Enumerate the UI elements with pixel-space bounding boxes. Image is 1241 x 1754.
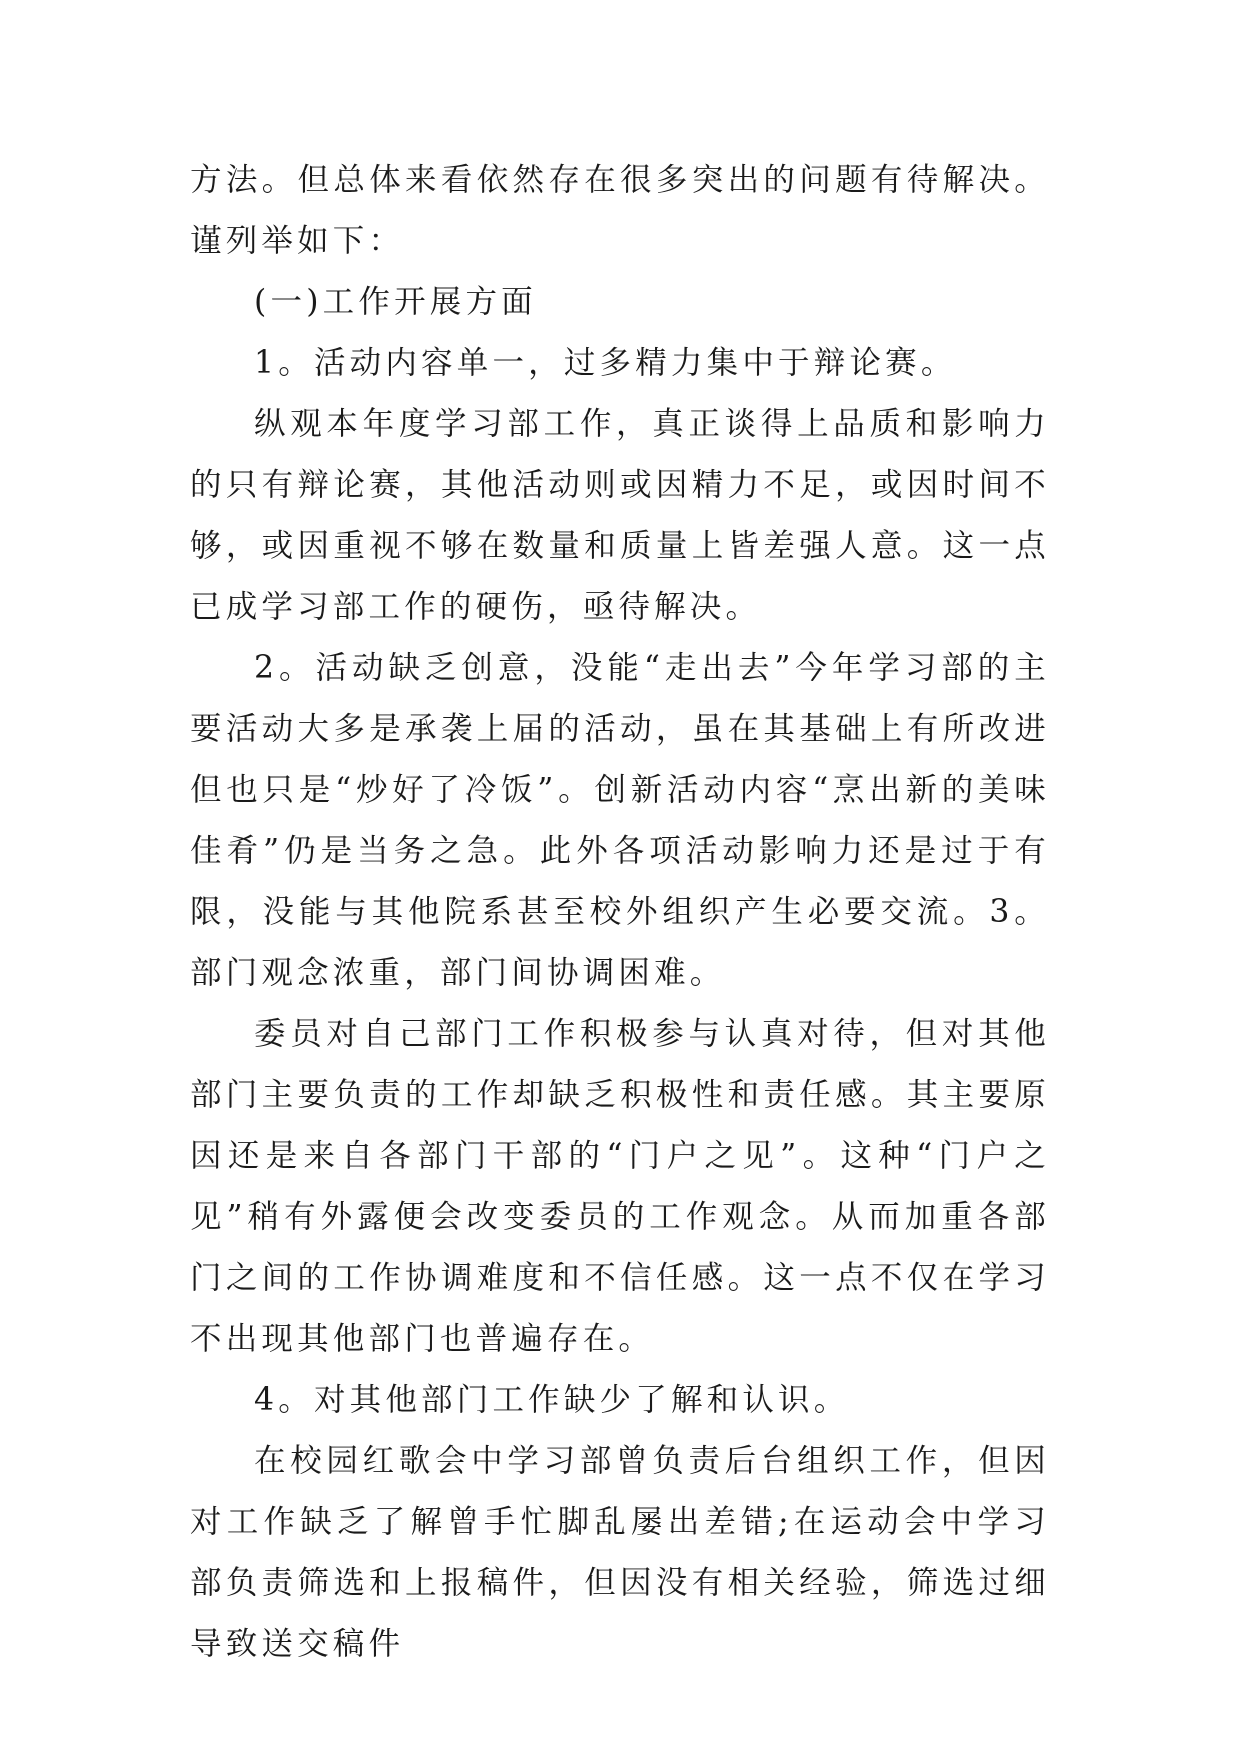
paragraph-issue-4-detail: 在校园红歌会中学习部曾负责后台组织工作，但因对工作缺乏了解曾手忙脚乱屡出差错;在运动会中学习部负责筛选和上报稿件，但因没有相关经验，筛选过细导致送交稿件 — [190, 1443, 1050, 1662]
paragraph-issue-2-3: 2。活动缺乏创意，没能“走出去”今年学习部的主要活动大多是承袭上届的活动，虽在其基础上有所改进但也只是“炒好了冷饭”。创新活动内容“烹出新的美味佳肴”仍是当务之急。此外各项活动影响力还是过于有限，没能与其他院系甚至校外组织产生必要交流。3。部门观念浓重，部门间协调困难。 — [190, 650, 1050, 991]
paragraph-issue-1-detail: 纵观本年度学习部工作，真正谈得上品质和影响力的只有辩论赛，其他活动则或因精力不足，或因时间不够，或因重视不够在数量和质量上皆差强人意。这一点已成学习部工作的硬伤，亟待解决。 — [190, 406, 1050, 625]
section-heading-work-progress: (一)工作开展方面 — [254, 284, 537, 320]
paragraph-issue-3-detail: 委员对自己部门工作积极参与认真对待，但对其他部门主要负责的工作却缺乏积极性和责任感。其主要原因还是来自各部门干部的“门户之见”。这种“门户之见”稍有外露便会改变委员的工作观念。从而加重各部门之间的工作协调难度和不信任感。这一点不仅在学习不出现其他部门也普遍存在。 — [190, 1016, 1050, 1357]
issue-heading-4: 4。对其他部门工作缺少了解和认识。 — [254, 1382, 850, 1418]
paragraph-intro-continuation: 方法。但总体来看依然存在很多突出的问题有待解决。谨列举如下： — [190, 162, 1050, 259]
issue-heading-1: 1。活动内容单一，过多精力集中于辩论赛。 — [254, 345, 957, 381]
document-body — [190, 150, 1050, 1675]
